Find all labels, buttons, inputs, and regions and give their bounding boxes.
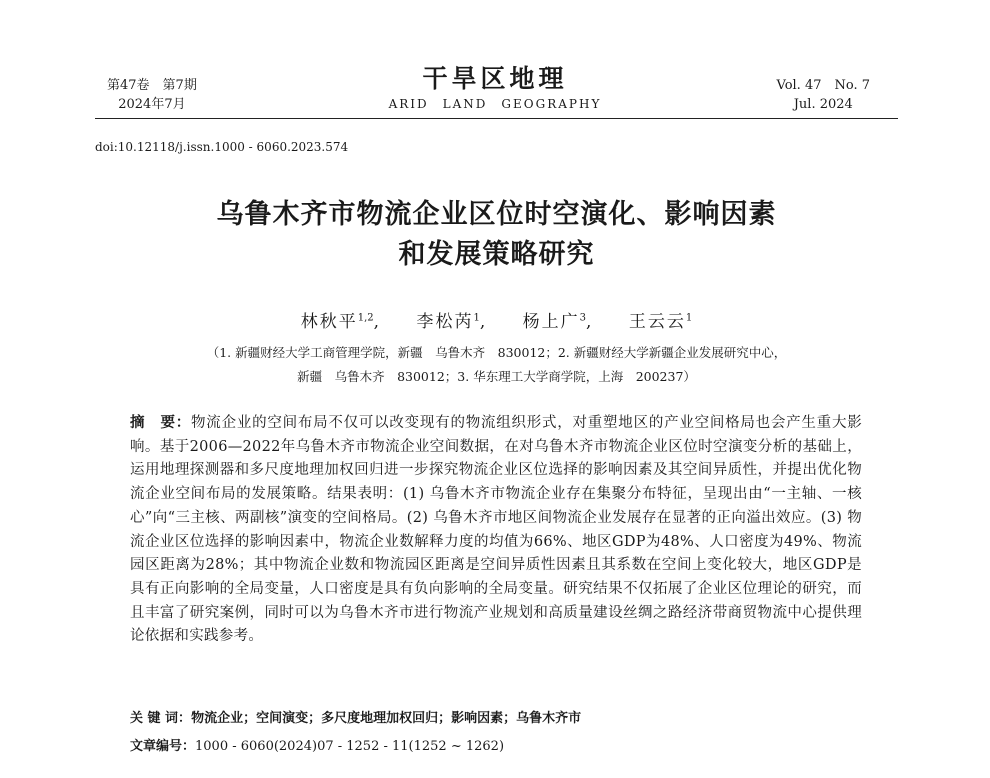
doi: doi:10.12118/j.issn.1000 - 6060.2023.574 [95, 140, 349, 154]
date-cn: 2024年7月 [118, 97, 186, 112]
header-issue-cn [107, 76, 197, 114]
keywords [130, 707, 581, 726]
title-line-1: 乌鲁木齐市物流企业区位时空演化、影响因素 [216, 199, 777, 230]
article-number-label: 文章编号： [130, 739, 196, 754]
affiliation-line-2: 新疆 乌鲁木齐 830012；3. 华东理工大学商学院，上海 200237） [297, 369, 696, 384]
abstract [130, 412, 862, 649]
article-number [130, 735, 504, 754]
date-en: Jul. 2024 [793, 97, 853, 112]
affiliation-line-1: （1. 新疆财经大学工商管理学院，新疆 乌鲁木齐 830012；2. 新疆财经大学新疆企业发展研究中心， [206, 345, 787, 360]
author: 王云云$^1$ [628, 312, 693, 332]
author: 李松芮$^1$, [416, 312, 488, 332]
header-divider [95, 118, 898, 119]
header-issue-en [777, 76, 871, 114]
article-number-text: 1000 - 6060(2024)07 - 1252 - 11(1252 ~ 1262) [195, 739, 505, 754]
volume-issue-cn: 第47卷 第7期 [107, 78, 197, 93]
title-line-2: 和发展策略研究 [398, 239, 595, 270]
affiliations [95, 341, 898, 389]
abstract-text: 物流企业的空间布局不仅可以改变现有的物流组织形式，对重塑地区的产业空间格局也会产生重大影响。基于2006—2022年乌鲁木齐市物流企业空间数据，在对乌鲁木齐市物流企业区位时空演变分析的基础上，运用地理探测器和多尺度地理加权回归进一步探究物流企业区位选择的影响因素及其空间异质性，并提出优化物流企业空间布局的发展策略。结果表明：(1) 乌鲁木齐市物流企业存在集聚分布特征，呈现出由“一主轴、一核心”向“三主核、两副核”演变的空间格局。(2) 乌鲁木齐市地区间物流企业发展存在显著的正向溢出效应。(3) 物流企业区位选择的影响因素中，物流企业数解释力度的均值为66%、地区GDP为48%、人口密度为49%、物流园区距离为28%；其中物流企业数和物流园区距离是空间异质性因素且其系数在空间上变化较大，地区GDP是具有正向影响的全局变量，人口密度是具有负向影响的全局变量。研究结果不仅拓展了企业区位理论的研究，而且丰富了研究案例，同时可以为乌鲁木齐市进行物流产业规划和高质量建设丝绸之路经济带商贸物流中心提供理论依据和实践参考。 [130, 415, 862, 645]
journal-title-cn: 干旱区地理 [422, 64, 568, 93]
journal-masthead [345, 64, 645, 112]
paper-title [95, 195, 898, 275]
author: 林秋平$^{1,2}$, [300, 312, 382, 332]
keywords-text: 物流企业；空间演变；多尺度地理加权回归；影响因素；乌鲁木齐市 [191, 711, 582, 726]
abstract-label: 摘 要： [130, 415, 192, 431]
author-list [95, 307, 898, 332]
volume-issue-en: Vol. 47 No. 7 [776, 78, 870, 93]
journal-title-en: ARID LAND GEOGRAPHY [388, 97, 602, 111]
author: 杨上广$^3$, [522, 312, 594, 332]
keywords-label: 关 键 词： [130, 711, 192, 726]
